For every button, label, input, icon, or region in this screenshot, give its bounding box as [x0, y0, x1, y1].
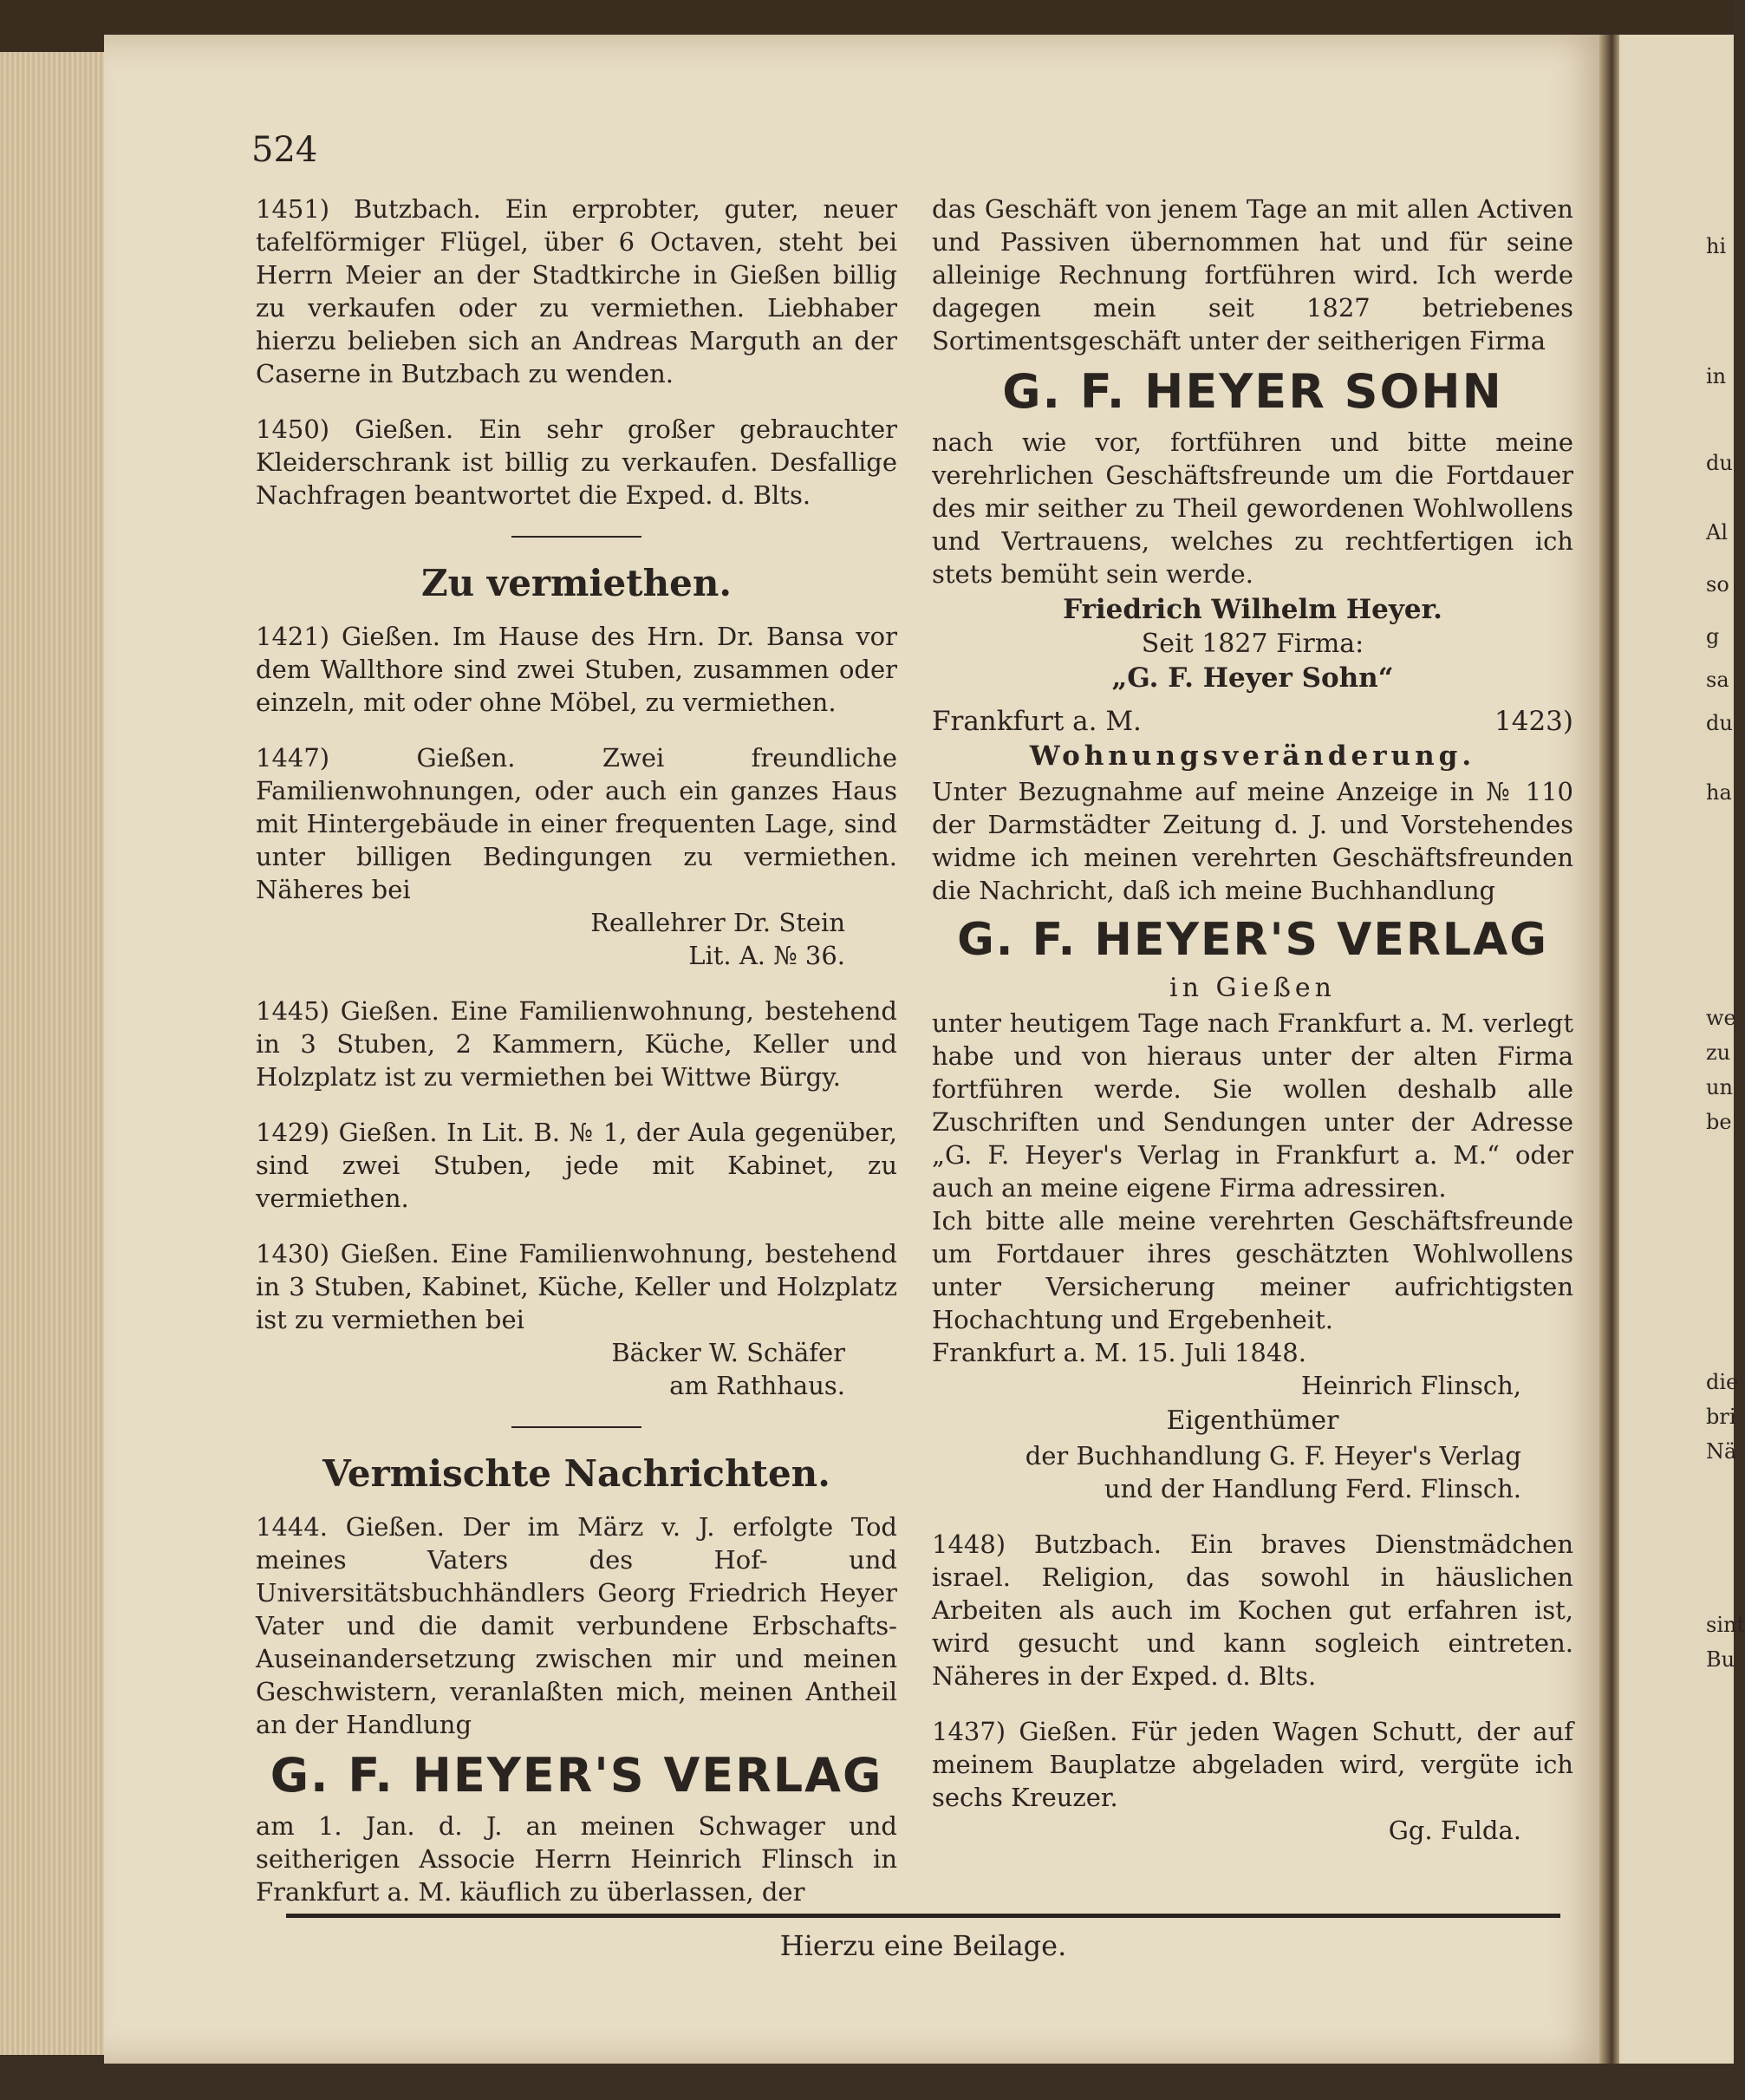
ad-1423-signature-name: Heinrich Flinsch, [1300, 1371, 1521, 1400]
signature-since: Seit 1827 Firma: [1141, 629, 1364, 659]
ad-1423-signature-line2: und der Handlung Ferd. Flinsch. [1104, 1474, 1521, 1503]
firm-name-verlag: G. F. HEYER'S VERLAG [270, 1748, 883, 1803]
ad-1423-continued-2: Ich bitte alle meine verehrten Geschäftsfreunde um Fortdauer ihres geschätzten Wohlwollens unter Versicherung meiner aufrichtigsten Hochachtung und Ergebenheit. [932, 1206, 1573, 1334]
section-divider [511, 536, 641, 538]
facing-page-fragment: un [1706, 1075, 1733, 1099]
ad-1437: 1437) Gießen. Für jeden Wagen Schutt, der auf meinem Bauplatze abgeladen wird, vergüte ich sechs Kreuzer. [932, 1717, 1573, 1812]
firm-name-verlag-2: G. F. HEYER'S VERLAG [957, 914, 1548, 966]
ad-1445: 1445) Gießen. Eine Familienwohnung, bestehend in 3 Stuben, 2 Kammern, Küche, Keller und Holzplatz ist zu vermiethen bei Wittwe Bürgy. [256, 996, 897, 1092]
ad-1444-continued: am 1. Jan. d. J. an meinen Schwager und seitherigen Associe Herrn Heinrich Flinsch in Frankfurt a. M. käuflich zu überlassen, der [256, 1811, 897, 1907]
facing-page-fragment: hi [1706, 234, 1727, 258]
facing-page-fragment: sint [1706, 1613, 1745, 1637]
facing-page-fragment: sa [1706, 668, 1729, 692]
ad-1437-signature: Gg. Fulda. [1388, 1816, 1521, 1845]
section-divider [511, 1426, 641, 1428]
ad-1423-header [932, 706, 1573, 737]
book-gutter [1599, 35, 1620, 2064]
facing-page-fragment: ha [1706, 780, 1732, 805]
ad-1444-continued-2: das Geschäft von jenem Tage an mit allen Activen und Passiven übernommen hat und für seine alleinige Rechnung fortführen wird. Ich werde dagegen mein seit 1827 betriebenes Sortimentsgeschäft unter der seitherigen Firma [932, 194, 1573, 355]
ad-1423-continued: unter heutigem Tage nach Frankfurt a. M. verlegt habe und von hieraus unter der alten Firma fortführen werde. Sie wollen deshalb alle Zuschriften und Sendungen unter der Adresse „G. F. Heyer's Verlag in Frankfurt a. M.“ oder auch an meine eigene Firma adressiren. [932, 1008, 1573, 1203]
facing-page-fragment: du [1706, 451, 1733, 475]
facing-page-fragment: be [1706, 1110, 1732, 1134]
ad-1447-address: Lit. A. № 36. [688, 941, 845, 970]
facing-page-fragment: we [1706, 1006, 1736, 1030]
facing-page-fragment: g [1706, 624, 1720, 649]
facing-page-fragment: du [1706, 711, 1733, 735]
section-title-rent: Zu vermiethen. [420, 562, 732, 604]
facing-page-fragment: Nä [1706, 1439, 1737, 1464]
ad-1430: 1430) Gießen. Eine Familienwohnung, bestehend in 3 Stuben, Kabinet, Küche, Keller und Holzplatz ist zu vermiethen bei [256, 1239, 897, 1334]
ad-1447: 1447) Gießen. Zwei freundliche Familienwohnungen, oder auch ein ganzes Haus mit Hintergebäude in einer frequenten Lage, sind unter billigen Bedingungen zu vermiethen. Näheres bei [256, 743, 897, 904]
ad-1447-signature: Reallehrer Dr. Stein [590, 908, 845, 937]
page-edges [0, 52, 113, 2055]
signature-name: Friedrich Wilhelm Heyer. [1063, 594, 1442, 625]
ad-1448: 1448) Butzbach. Ein braves Dienstmädchen israel. Religion, das sowohl in häuslichen Arbeiten als auch im Kochen gut erfahren ist, wird gesucht und kann sogleich eintreten. Näheres in der Exped. d. Blts. [932, 1529, 1573, 1691]
ad-1430-signature: Bäcker W. Schäfer [611, 1338, 845, 1367]
signature-firm: „G. F. Heyer Sohn“ [1111, 662, 1394, 694]
ad-1429: 1429) Gießen. In Lit. B. № 1, der Aula gegenüber, sind zwei Stuben, jede mit Kabinet, zu vermiethen. [256, 1118, 897, 1213]
facing-page-fragment: die [1706, 1370, 1739, 1394]
footer-note: Hierzu eine Beilage. [779, 1929, 1067, 1962]
right-column [932, 192, 1573, 1847]
in-giessen: in Gießen [1169, 973, 1336, 1003]
left-column [256, 192, 897, 1908]
section-title-misc: Vermischte Nachrichten. [322, 1452, 830, 1495]
page-number: 524 [251, 130, 318, 170]
ad-1423-title: Wohnungsveränderung. [1029, 740, 1476, 772]
facing-page-fragment: so [1706, 572, 1729, 597]
facing-page-fragment: zu [1706, 1040, 1731, 1065]
footer-rule [286, 1914, 1560, 1918]
facing-page-fragment: Bu [1706, 1647, 1735, 1672]
ad-1423-date: Frankfurt a. M. 15. Juli 1848. [932, 1338, 1306, 1367]
ad-1423-signature-line1: der Buchhandlung G. F. Heyer's Verlag [1025, 1441, 1521, 1471]
firm-name-sohn: G. F. HEYER SOHN [1002, 364, 1503, 419]
ad-1450: 1450) Gießen. Ein sehr großer gebrauchter Kleiderschrank ist billig zu verkaufen. Desfallige Nachfragen beantwortet die Exped. d. Blts. [256, 414, 897, 510]
ad-1451: 1451) Butzbach. Ein erprobter, guter, neuer tafelförmiger Flügel, über 6 Octaven, steht bei Herrn Meier an der Stadtkirche in Gießen billig zu verkaufen oder zu vermiethen. Liebhaber hierzu belieben sich an Andreas Marguth an der Caserne in Butzbach zu wenden. [256, 194, 897, 388]
ad-1444-continued-3: nach wie vor, fortführen und bitte meine verehrlichen Geschäftsfreunde um die Fortdauer des mir seither zu Theil gewordenen Wohlwollens und Vertrauens, welches zu rechtfertigen ich stets bemüht sein werde. [932, 427, 1573, 589]
facing-page-fragment: in [1706, 364, 1727, 388]
facing-page-fragment: Al [1706, 520, 1729, 545]
facing-page-fragment: bri [1706, 1405, 1736, 1429]
ad-1421: 1421) Gießen. Im Hause des Hrn. Dr. Bansa vor dem Wallthore sind zwei Stuben, zusammen oder einzeln, mit oder ohne Möbel, zu vermiethen. [256, 622, 897, 717]
ad-1423-number: 1423) [1494, 706, 1573, 737]
ad-1444: 1444. Gießen. Der im März v. J. erfolgte Tod meines Vaters des Hof- und Universitätsbuchhändlers Georg Friedrich Heyer Vater und die damit verbundene Erbschafts-Auseinandersetzung zwischen mir und meinen Geschwistern, veranlaßten mich, meinen Antheil an der Handlung [256, 1512, 897, 1739]
ad-1423-place: Frankfurt a. M. [932, 706, 1142, 737]
ad-1430-address: am Rathhaus. [669, 1371, 845, 1400]
ad-1423-text: Unter Bezugnahme auf meine Anzeige in № 110 der Darmstädter Zeitung d. J. und Vorstehendes widme ich meinen verehrten Geschäftsfreunden die Nachricht, daß ich meine Buchhandlung [932, 777, 1573, 905]
ad-1423-signature-role: Eigenthümer [1166, 1405, 1339, 1436]
